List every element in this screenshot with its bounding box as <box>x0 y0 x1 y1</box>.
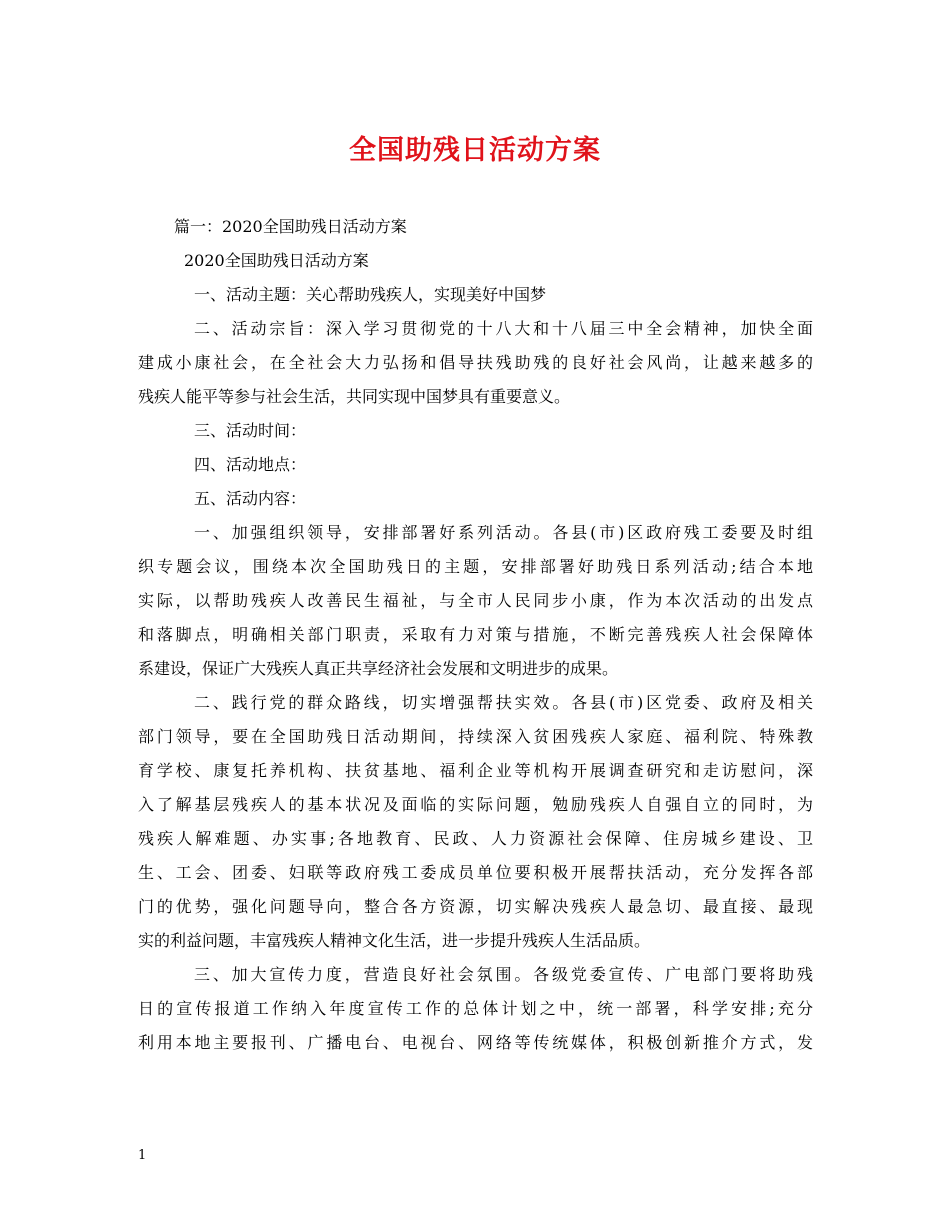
paragraph-line: 日的宣传报道工作纳入年度宣传工作的总体计划之中，统一部署，科学安排;充分 <box>138 999 813 1018</box>
paragraph-line: 五、活动内容： <box>194 489 307 508</box>
paragraph-line: 育学校、康复托养机构、扶贫基地、福利企业等机构开展调查研究和走访慰问，深 <box>138 761 813 780</box>
paragraph-line: 织专题会议，围绕本次全国助残日的主题，安排部署好助残日系列活动;结合本地 <box>138 557 813 576</box>
subtitle: 2020全国助残日活动方案 <box>184 251 369 270</box>
paragraph-line: 三、活动时间： <box>194 421 307 440</box>
paragraph-line: 和落脚点，明确相关部门职责，采取有力对策与措施，不断完善残疾人社会保障体 <box>138 625 813 644</box>
paragraph-line: 生、工会、团委、妇联等政府残工委成员单位要积极开展帮扶活动，充分发挥各部 <box>138 863 813 882</box>
paragraph-line: 实际，以帮助残疾人改善民生福祉，与全市人民同步小康，作为本次活动的出发点 <box>138 591 813 610</box>
document-title: 全国助残日活动方案 <box>349 135 601 166</box>
paragraph-line: 系建设，保证广大残疾人真正共享经济社会发展和文明进步的成果。 <box>138 659 619 678</box>
document-body <box>138 210 813 1060</box>
paragraph-line: 实的利益问题，丰富残疾人精神文化生活，进一步提升残疾人生活品质。 <box>138 931 651 950</box>
paragraph-line: 四、活动地点： <box>194 455 307 474</box>
paragraph-line: 残疾人解难题、办实事;各地教育、民政、人力资源社会保障、住房城乡建设、卫 <box>138 829 813 848</box>
section-heading: 篇一：2020全国助残日活动方案 <box>174 217 407 236</box>
paragraph-line: 门的优势，强化问题导向，整合各方资源，切实解决残疾人最急切、最直接、最现 <box>138 897 813 916</box>
paragraph-line: 三、加大宣传力度，营造良好社会氛围。各级党委宣传、广电部门要将助残 <box>194 965 813 984</box>
page-number: 1 <box>138 1148 147 1163</box>
paragraph-line: 一、加强组织领导，安排部署好系列活动。各县(市)区政府残工委要及时组 <box>194 523 813 542</box>
paragraph-line: 利用本地主要报刊、广播电台、电视台、网络等传统媒体，积极创新推介方式，发 <box>138 1033 813 1052</box>
paragraph-line: 残疾人能平等参与社会生活，共同实现中国梦具有重要意义。 <box>138 387 571 406</box>
paragraph-line: 部门领导，要在全国助残日活动期间，持续深入贫困残疾人家庭、福利院、特殊教 <box>138 727 813 746</box>
paragraph-line: 二、活动宗旨：深入学习贯彻党的十八大和十八届三中全会精神，加快全面 <box>194 319 813 338</box>
paragraph-line: 二、践行党的群众路线，切实增强帮扶实效。各县(市)区党委、政府及相关 <box>194 693 813 712</box>
paragraph-line: 一、活动主题：关心帮助残疾人，实现美好中国梦 <box>194 285 547 304</box>
paragraph-line: 建成小康社会，在全社会大力弘扬和倡导扶残助残的良好社会风尚，让越来越多的 <box>138 353 813 372</box>
paragraph-line: 入了解基层残疾人的基本状况及面临的实际问题，勉励残疾人自强自立的同时，为 <box>138 795 813 814</box>
